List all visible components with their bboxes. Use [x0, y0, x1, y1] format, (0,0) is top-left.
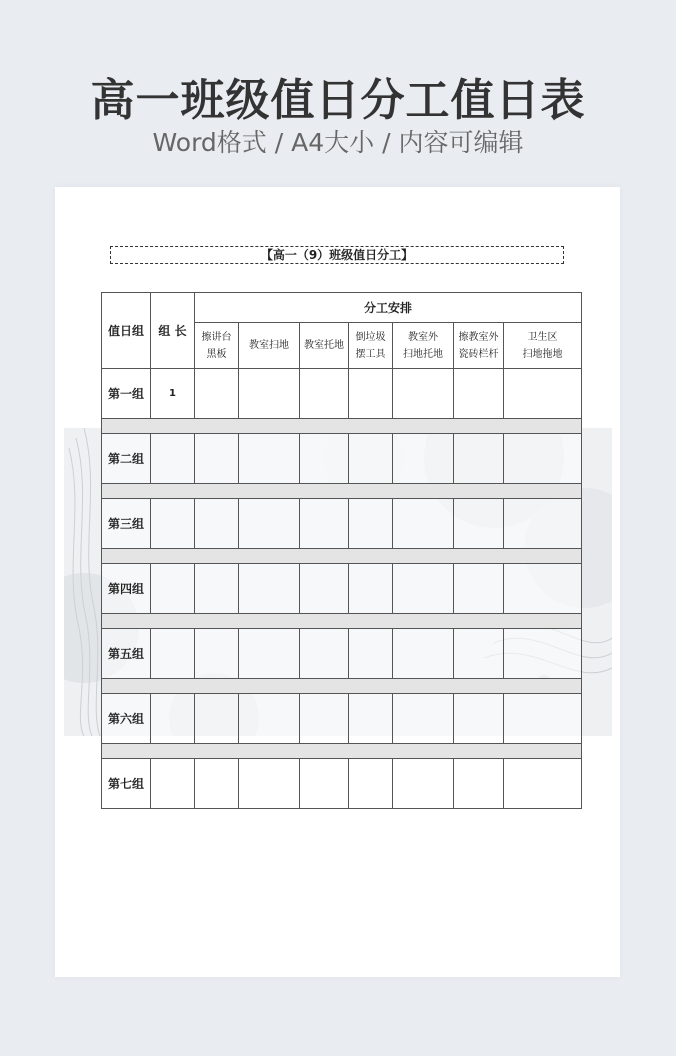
separator-row: [102, 679, 582, 694]
group-name: 第三组: [102, 499, 151, 549]
task-header: 教室托地: [300, 323, 349, 369]
group-row: [102, 369, 582, 419]
assignment-cell[interactable]: [239, 564, 300, 614]
banner-title: 高一班级值日分工值日表: [90, 75, 586, 126]
separator-cell: [102, 679, 582, 694]
separator-row: [102, 484, 582, 499]
banner-subtitle: Word格式 / A4大小 / 内容可编辑: [152, 128, 524, 157]
assignment-cell[interactable]: [454, 564, 504, 614]
group-row: [102, 694, 582, 744]
assignment-cell[interactable]: [393, 434, 454, 484]
header-row: [102, 293, 582, 323]
assignment-cell[interactable]: [349, 369, 393, 419]
assignment-cell[interactable]: [393, 629, 454, 679]
assignment-cell[interactable]: [349, 499, 393, 549]
assignment-cell[interactable]: [195, 629, 239, 679]
document-heading: 【高一（9）班级值日分工】: [110, 246, 564, 264]
assignment-cell[interactable]: [300, 564, 349, 614]
group-leader[interactable]: [151, 564, 195, 614]
assignment-cell[interactable]: [504, 629, 582, 679]
separator-cell: [102, 549, 582, 564]
assignment-cell[interactable]: [393, 499, 454, 549]
assignment-cell[interactable]: [239, 759, 300, 809]
group-name: 第四组: [102, 564, 151, 614]
assignment-cell[interactable]: [239, 499, 300, 549]
separator-cell: [102, 484, 582, 499]
group-name: 第七组: [102, 759, 151, 809]
assignment-cell[interactable]: [454, 759, 504, 809]
assignment-cell[interactable]: [504, 434, 582, 484]
separator-row: [102, 614, 582, 629]
assignment-cell[interactable]: [239, 369, 300, 419]
assignment-cell[interactable]: [504, 564, 582, 614]
assignment-cell[interactable]: [300, 694, 349, 744]
assignment-cell[interactable]: [239, 629, 300, 679]
separator-cell: [102, 614, 582, 629]
group-leader[interactable]: [151, 499, 195, 549]
group-leader[interactable]: [151, 694, 195, 744]
assignment-cell[interactable]: [195, 434, 239, 484]
assignment-cell[interactable]: [195, 694, 239, 744]
assignment-cell[interactable]: [454, 499, 504, 549]
group-row: [102, 434, 582, 484]
assignment-cell[interactable]: [349, 434, 393, 484]
group-name: 第五组: [102, 629, 151, 679]
header-assignment: 分工安排: [195, 293, 582, 323]
task-header: 卫生区 扫地拖地: [504, 323, 582, 369]
assignment-cell[interactable]: [393, 564, 454, 614]
group-name: 第二组: [102, 434, 151, 484]
group-row: [102, 564, 582, 614]
assignment-cell[interactable]: [349, 759, 393, 809]
separator-cell: [102, 419, 582, 434]
group-name: 第六组: [102, 694, 151, 744]
assignment-cell[interactable]: [454, 369, 504, 419]
group-leader[interactable]: [151, 759, 195, 809]
assignment-cell[interactable]: [504, 694, 582, 744]
assignment-cell[interactable]: [195, 499, 239, 549]
group-leader[interactable]: [151, 629, 195, 679]
separator-cell: [102, 744, 582, 759]
assignment-cell[interactable]: [454, 694, 504, 744]
assignment-cell[interactable]: [300, 434, 349, 484]
task-header: 擦教室外 瓷砖栏杆: [454, 323, 504, 369]
group-name: 第一组: [102, 369, 151, 419]
header-leader: 组 长: [151, 293, 195, 369]
assignment-cell[interactable]: [300, 629, 349, 679]
task-header: 教室扫地: [239, 323, 300, 369]
assignment-cell[interactable]: [239, 434, 300, 484]
group-leader[interactable]: 1: [151, 369, 195, 419]
assignment-cell[interactable]: [454, 629, 504, 679]
group-row: [102, 759, 582, 809]
assignment-cell[interactable]: [195, 759, 239, 809]
duty-schedule-table: [101, 292, 582, 809]
assignment-cell[interactable]: [454, 434, 504, 484]
assignment-cell[interactable]: [349, 629, 393, 679]
assignment-cell[interactable]: [195, 369, 239, 419]
task-header: 擦讲台 黑板: [195, 323, 239, 369]
assignment-cell[interactable]: [504, 499, 582, 549]
assignment-cell[interactable]: [393, 759, 454, 809]
group-row: [102, 629, 582, 679]
assignment-cell[interactable]: [393, 694, 454, 744]
task-header: 倒垃圾 摆工具: [349, 323, 393, 369]
assignment-cell[interactable]: [504, 759, 582, 809]
header-group: 值日组: [102, 293, 151, 369]
assignment-cell[interactable]: [393, 369, 454, 419]
task-header: 教室外 扫地托地: [393, 323, 454, 369]
separator-row: [102, 549, 582, 564]
assignment-cell[interactable]: [349, 694, 393, 744]
group-leader[interactable]: [151, 434, 195, 484]
assignment-cell[interactable]: [195, 564, 239, 614]
assignment-cell[interactable]: [300, 759, 349, 809]
assignment-cell[interactable]: [239, 694, 300, 744]
assignment-cell[interactable]: [300, 369, 349, 419]
assignment-cell[interactable]: [504, 369, 582, 419]
assignment-cell[interactable]: [349, 564, 393, 614]
assignment-cell[interactable]: [300, 499, 349, 549]
group-row: [102, 499, 582, 549]
separator-row: [102, 419, 582, 434]
separator-row: [102, 744, 582, 759]
